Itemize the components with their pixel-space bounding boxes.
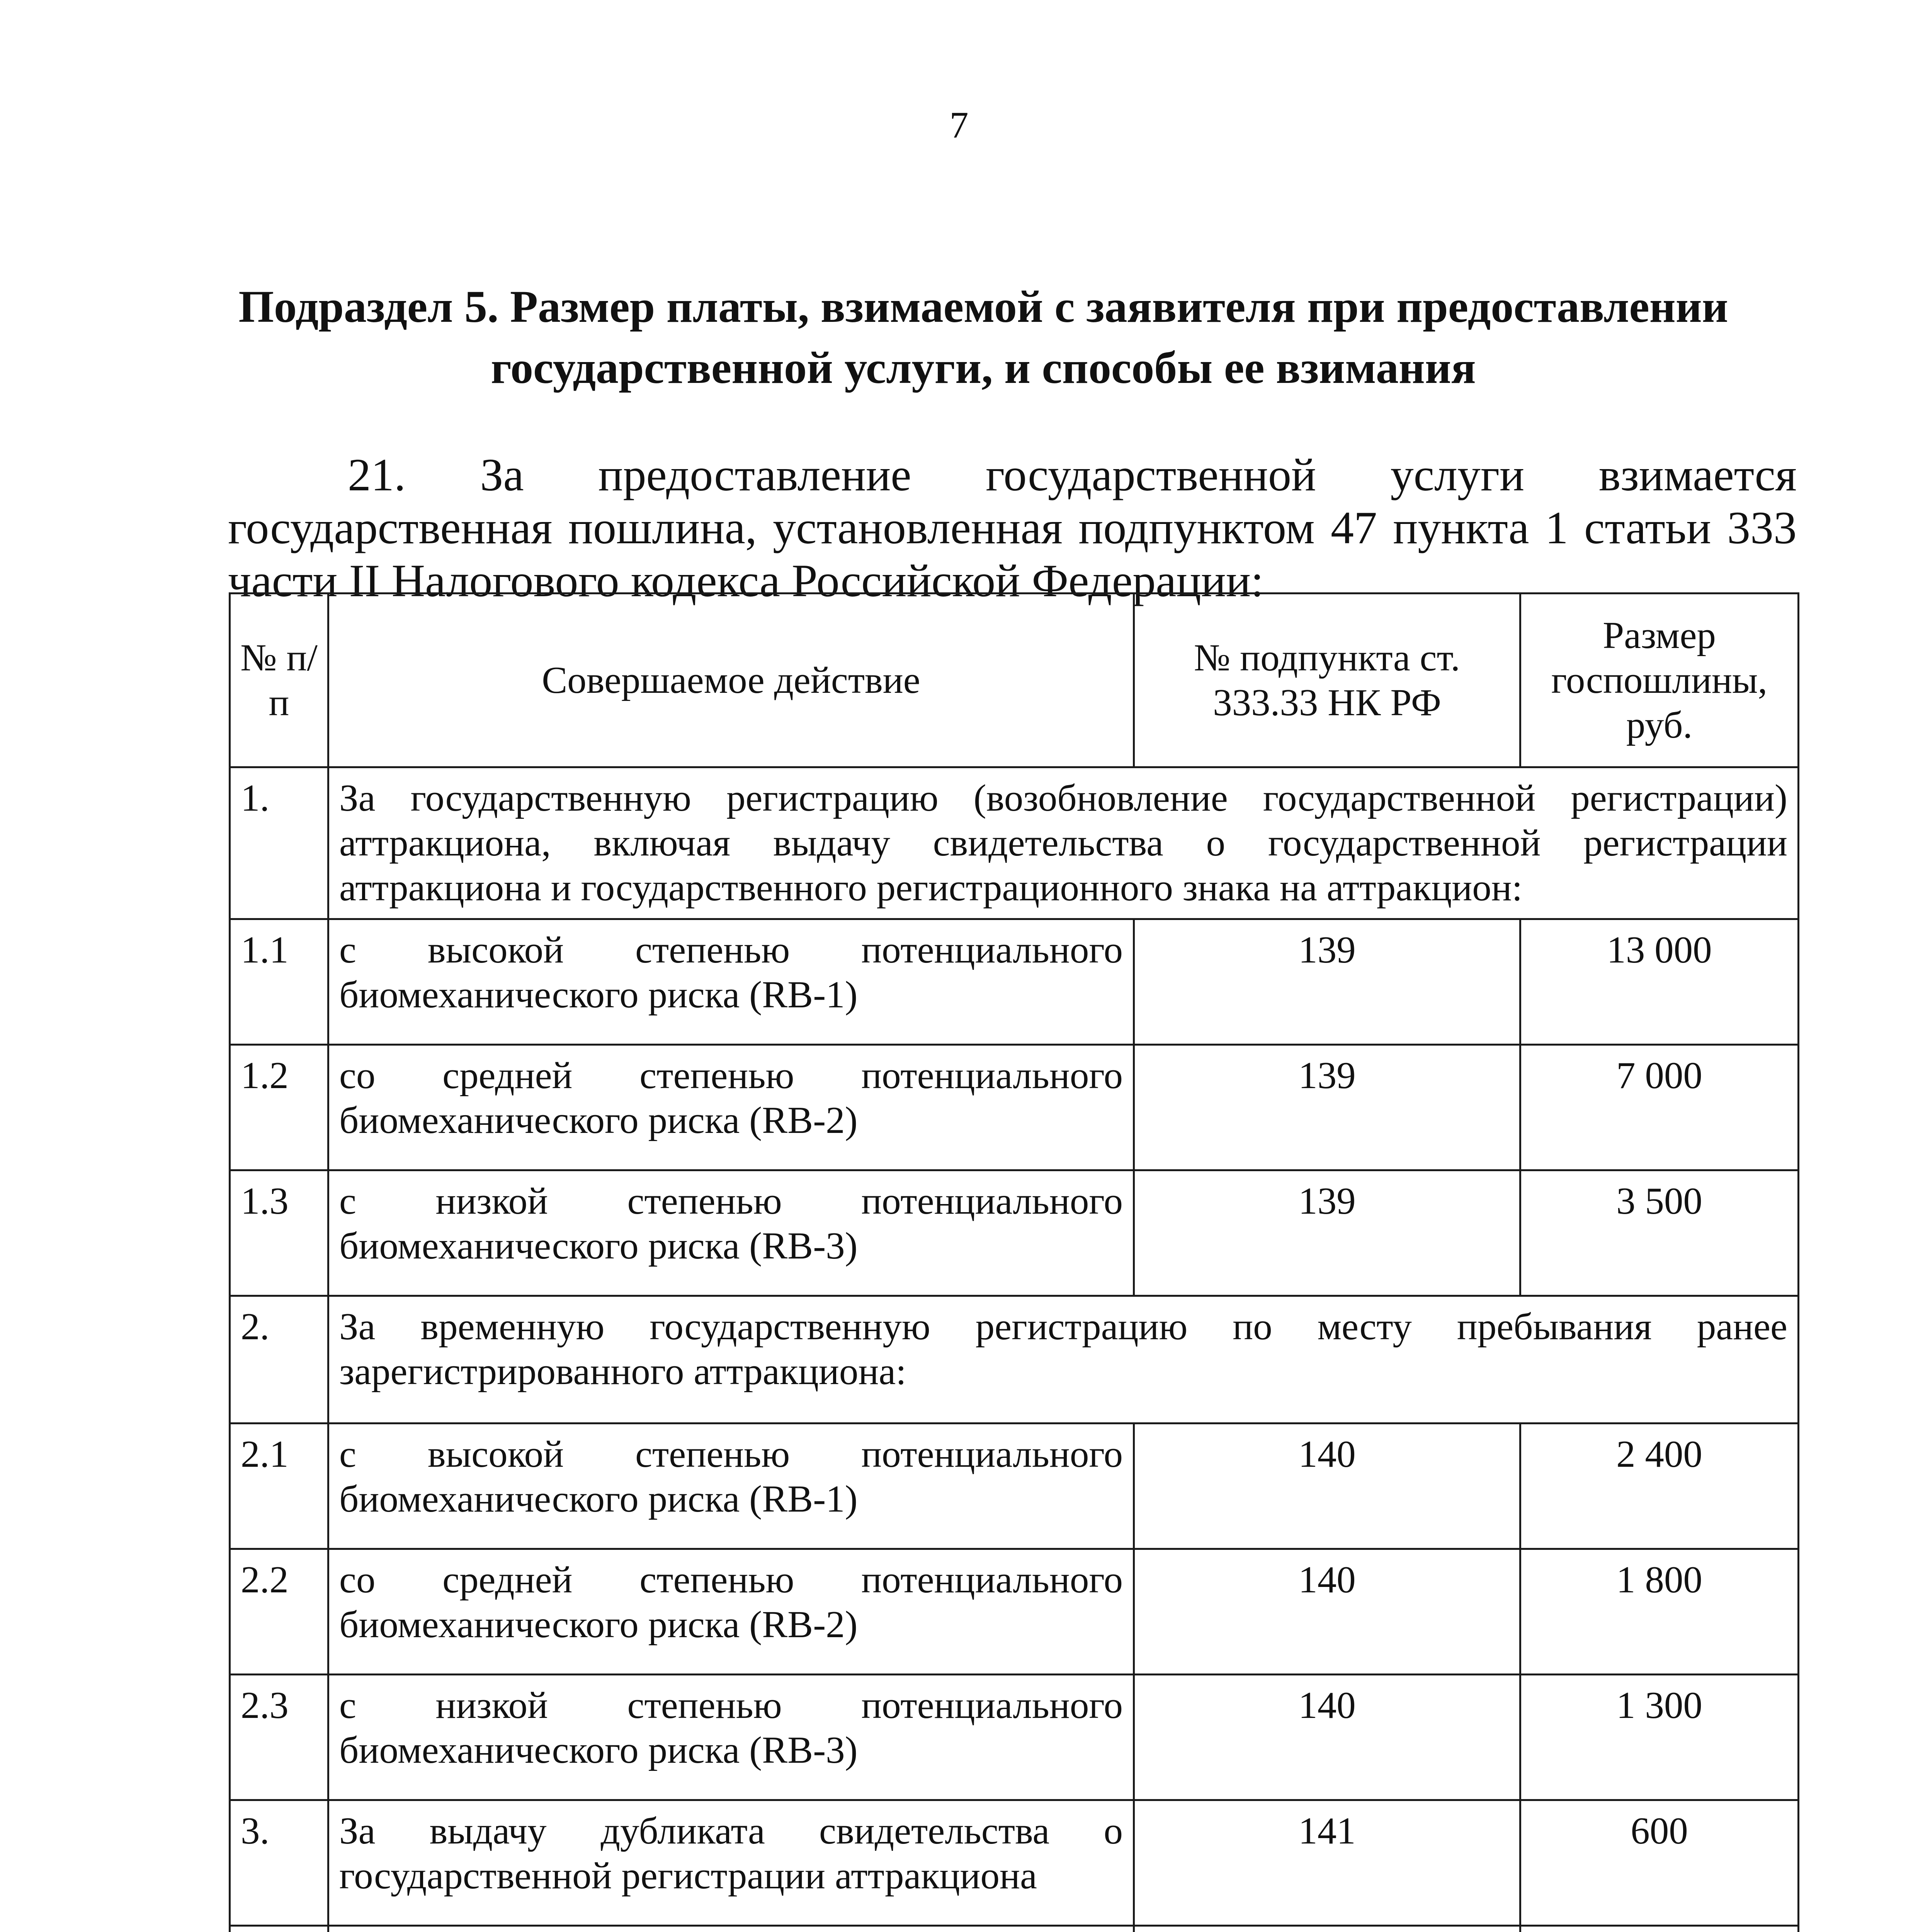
row-subclause: 139 [1134,1170,1520,1296]
header-subclause: № подпункта ст. 333.33 НК РФ [1134,594,1520,767]
state-fee-table [229,592,1799,1932]
table-row-2-1 [230,1423,1799,1549]
row-subclause: 141 [1134,1800,1520,1926]
page-number: 7 [949,104,969,146]
row-num: 1.3 [230,1170,328,1296]
row-fee: 7 000 [1520,1045,1799,1170]
table-row-1 [230,767,1799,919]
heading-line-1: Подраздел 5. Размер платы, взимаемой с заявителя при предоставлении [238,281,1728,332]
row-action: За государственную регистрацию (возобновление государственной регистрации) аттракциона, включая выдачу свидетельства о государственной регистрации аттракциона и государственного регистрационного знака на аттракцион: [328,767,1799,919]
row-action: со средней степенью потенциального биомеханического риска (RB-2) [328,1549,1134,1675]
row-num: 1. [230,767,328,919]
table-row-4 [230,1926,1799,1932]
row-num [230,1926,328,1932]
row-subclause: 139 [1134,1045,1520,1170]
row-fee: 2 400 [1520,1423,1799,1549]
row-subclause: 140 [1134,1675,1520,1800]
row-subclause: 140 [1134,1549,1520,1675]
row-num: 1.1 [230,919,328,1045]
row-subclause [1134,1926,1520,1932]
row-subclause: 139 [1134,919,1520,1045]
table-header-row [230,594,1799,767]
row-num: 3. [230,1800,328,1926]
row-action: с низкой степенью потенциального биомеханического риска (RB-3) [328,1675,1134,1800]
row-num: 1.2 [230,1045,328,1170]
table-row-2-2 [230,1549,1799,1675]
table-row-2-3 [230,1675,1799,1800]
row-num: 2.1 [230,1423,328,1549]
row-fee: 1 300 [1520,1675,1799,1800]
table-row-1-3 [230,1170,1799,1296]
table-row-1-2 [230,1045,1799,1170]
row-action: с низкой степенью потенциального биомеханического риска (RB-3) [328,1170,1134,1296]
table-row-1-1 [230,919,1799,1045]
paragraph-21: 21. За предоставление государственной услуги взимается государственная пошлина, установленная подпунктом 47 пункта 1 статьи 333 части II Налогового кодекса Российской Федерации: [228,449,1797,606]
header-num: № п/п [230,594,328,767]
header-action: Совершаемое действие [328,594,1134,767]
row-action: За выдачу дубликата свидетельства о государственной регистрации аттракциона [328,1800,1134,1926]
row-fee: 600 [1520,1800,1799,1926]
row-fee: 13 000 [1520,919,1799,1045]
row-action [328,1926,1134,1932]
row-action: со средней степенью потенциального биомеханического риска (RB-2) [328,1045,1134,1170]
row-num: 2. [230,1296,328,1423]
heading-line-2: государственной услуги, и способы ее взимания [491,342,1476,393]
table-row-2 [230,1296,1799,1423]
row-num: 2.3 [230,1675,328,1800]
row-fee: 3 500 [1520,1170,1799,1296]
row-fee: 1 800 [1520,1549,1799,1675]
row-action: с высокой степенью потенциального биомеханического риска (RB-1) [328,1423,1134,1549]
row-num: 2.2 [230,1549,328,1675]
row-action: За временную государственную регистрацию по месту пребывания ранее зарегистрированного аттракциона: [328,1296,1799,1423]
row-fee [1520,1926,1799,1932]
header-fee: Размер госпошлины, руб. [1520,594,1799,767]
row-action: с высокой степенью потенциального биомеханического риска (RB-1) [328,919,1134,1045]
row-subclause: 140 [1134,1423,1520,1549]
table-row-3 [230,1800,1799,1926]
subsection-heading [228,276,1739,398]
